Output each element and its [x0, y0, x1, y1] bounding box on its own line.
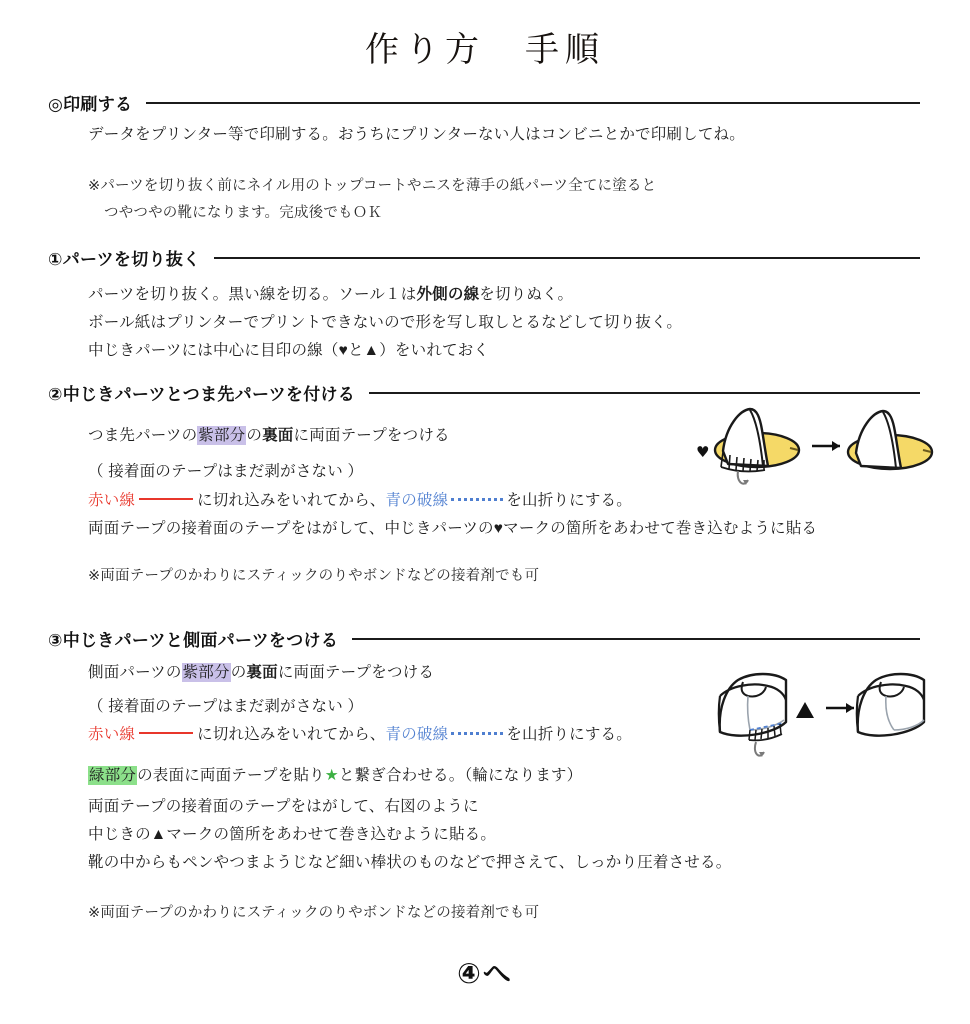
section-header-3	[48, 626, 920, 651]
green-part-highlight: 緑部分	[89, 767, 137, 784]
section-2-line-1-back-side: 裏面	[262, 427, 294, 444]
blue-dashed-line-icon-2	[451, 732, 503, 735]
section-1-line-2: ボール紙はプリンターでプリントできないので形を写し取しとるなどして切り抜く。	[88, 314, 683, 331]
page-title: 作り方 手順	[365, 30, 605, 70]
section-1-rule	[214, 257, 920, 259]
section-3-line-4	[88, 765, 582, 787]
section-3-line-1-back-side: 裏面	[246, 664, 278, 681]
red-solid-line-icon-2	[139, 732, 193, 734]
section-2-label: ②中じきパーツとつま先パーツを付ける	[48, 385, 356, 404]
section-2-line-3	[88, 490, 632, 512]
red-line-label-2: 赤い線	[88, 726, 136, 743]
section-3-line-1-a: 側面パーツの	[88, 664, 182, 681]
section-2-line-3-end: を山折りにする。	[506, 492, 632, 509]
section-1-label: ①パーツを切り抜く	[48, 250, 201, 269]
section-3-line-2: （ 接着面のテープはまだ剥がさない ）	[88, 698, 364, 715]
section-0-line-1: データをプリンター等で印刷する。おうちにプリンターない人はコンビニとかで印刷してね。	[88, 126, 745, 143]
section-2-line-1-c: に両面テープをつける	[293, 427, 450, 444]
section-0-rule	[146, 102, 920, 104]
section-3-label: ③中じきパーツと側面パーツをつける	[48, 631, 339, 650]
section-3-line-3	[88, 724, 632, 746]
section-1-line-3: 中じきパーツには中心に目印の線（♥と▲）をいれておく	[88, 342, 490, 359]
section-3-line-1	[88, 662, 434, 684]
step2-illustration	[690, 404, 940, 506]
section-3-line-3-end: を山折りにする。	[506, 726, 632, 743]
section-3-line-6: 中じきの▲マークの箇所をあわせて巻き込むように貼る。	[88, 826, 497, 843]
section-0-label: ◎印刷する	[48, 95, 133, 114]
heart-marker-icon: ♥	[696, 443, 710, 461]
step3-illustration	[690, 660, 940, 772]
purple-part-highlight-2: 紫部分	[182, 664, 230, 681]
section-2-line-1-a: つま先パーツの	[88, 427, 198, 444]
blue-dashed-line-icon	[451, 498, 503, 501]
section-3-line-1-b: の	[230, 664, 247, 681]
blue-dashed-label: 青の破線	[385, 492, 449, 509]
section-3-rule	[352, 638, 920, 640]
section-3-line-4-b: と繋ぎ合わせる。（輪になります）	[338, 767, 583, 784]
section-1-line-1-a: パーツを切り抜く。黒い線を切る。ソール１は	[88, 286, 417, 303]
section-2-line-3-mid: に切れ込みをいれてから、	[197, 492, 386, 509]
section-2-line-4: 両面テープの接着面のテープをはがして、中じきパーツの♥マークの箇所をあわせて巻き込むように貼る	[88, 520, 818, 537]
section-0-note-2: つやつやの靴になります。完成後でもＯＫ	[104, 205, 383, 221]
next-step-label: ④へ	[457, 958, 513, 989]
section-3-note: ※両面テープのかわりにスティックのりやボンドなどの接着剤でも可	[88, 905, 540, 921]
blue-dashed-label-2: 青の破線	[385, 726, 449, 743]
section-3-line-4-a: の表面に両面テープを貼り	[137, 767, 325, 784]
section-2-line-1	[88, 425, 450, 447]
red-solid-line-icon	[139, 498, 193, 500]
section-2-rule	[369, 392, 920, 394]
red-line-label: 赤い線	[88, 492, 136, 509]
section-0-note-1: ※パーツを切り抜く前にネイル用のトップコートやニスを薄手の紙パーツ全てに塗ると	[88, 178, 657, 194]
purple-part-highlight: 紫部分	[198, 427, 246, 444]
section-2-line-2: （ 接着面のテープはまだ剥がさない ）	[88, 463, 364, 480]
section-3-line-3-mid: に切れ込みをいれてから、	[197, 726, 386, 743]
section-3-line-7: 靴の中からもペンやつまようじなど細い棒状のものなどで押さえて、しっかり圧着させる。	[88, 854, 732, 871]
green-star-icon: ★	[324, 767, 339, 784]
section-2-line-1-b: の	[246, 427, 263, 444]
section-3-line-5: 両面テープの接着面のテープをはがして、右図のように	[88, 798, 479, 815]
section-3-line-1-c: に両面テープをつける	[277, 664, 435, 681]
triangle-marker-icon	[796, 702, 814, 718]
section-2-note: ※両面テープのかわりにスティックのりやボンドなどの接着剤でも可	[88, 568, 540, 584]
section-header-1	[48, 245, 920, 270]
section-1-line-1-c: を切りぬく。	[479, 286, 574, 303]
section-header-2	[48, 380, 920, 405]
section-1-line-1-emphasis: 外側の線	[416, 286, 480, 303]
section-1-line-1	[88, 284, 573, 306]
section-header-0	[48, 90, 920, 115]
